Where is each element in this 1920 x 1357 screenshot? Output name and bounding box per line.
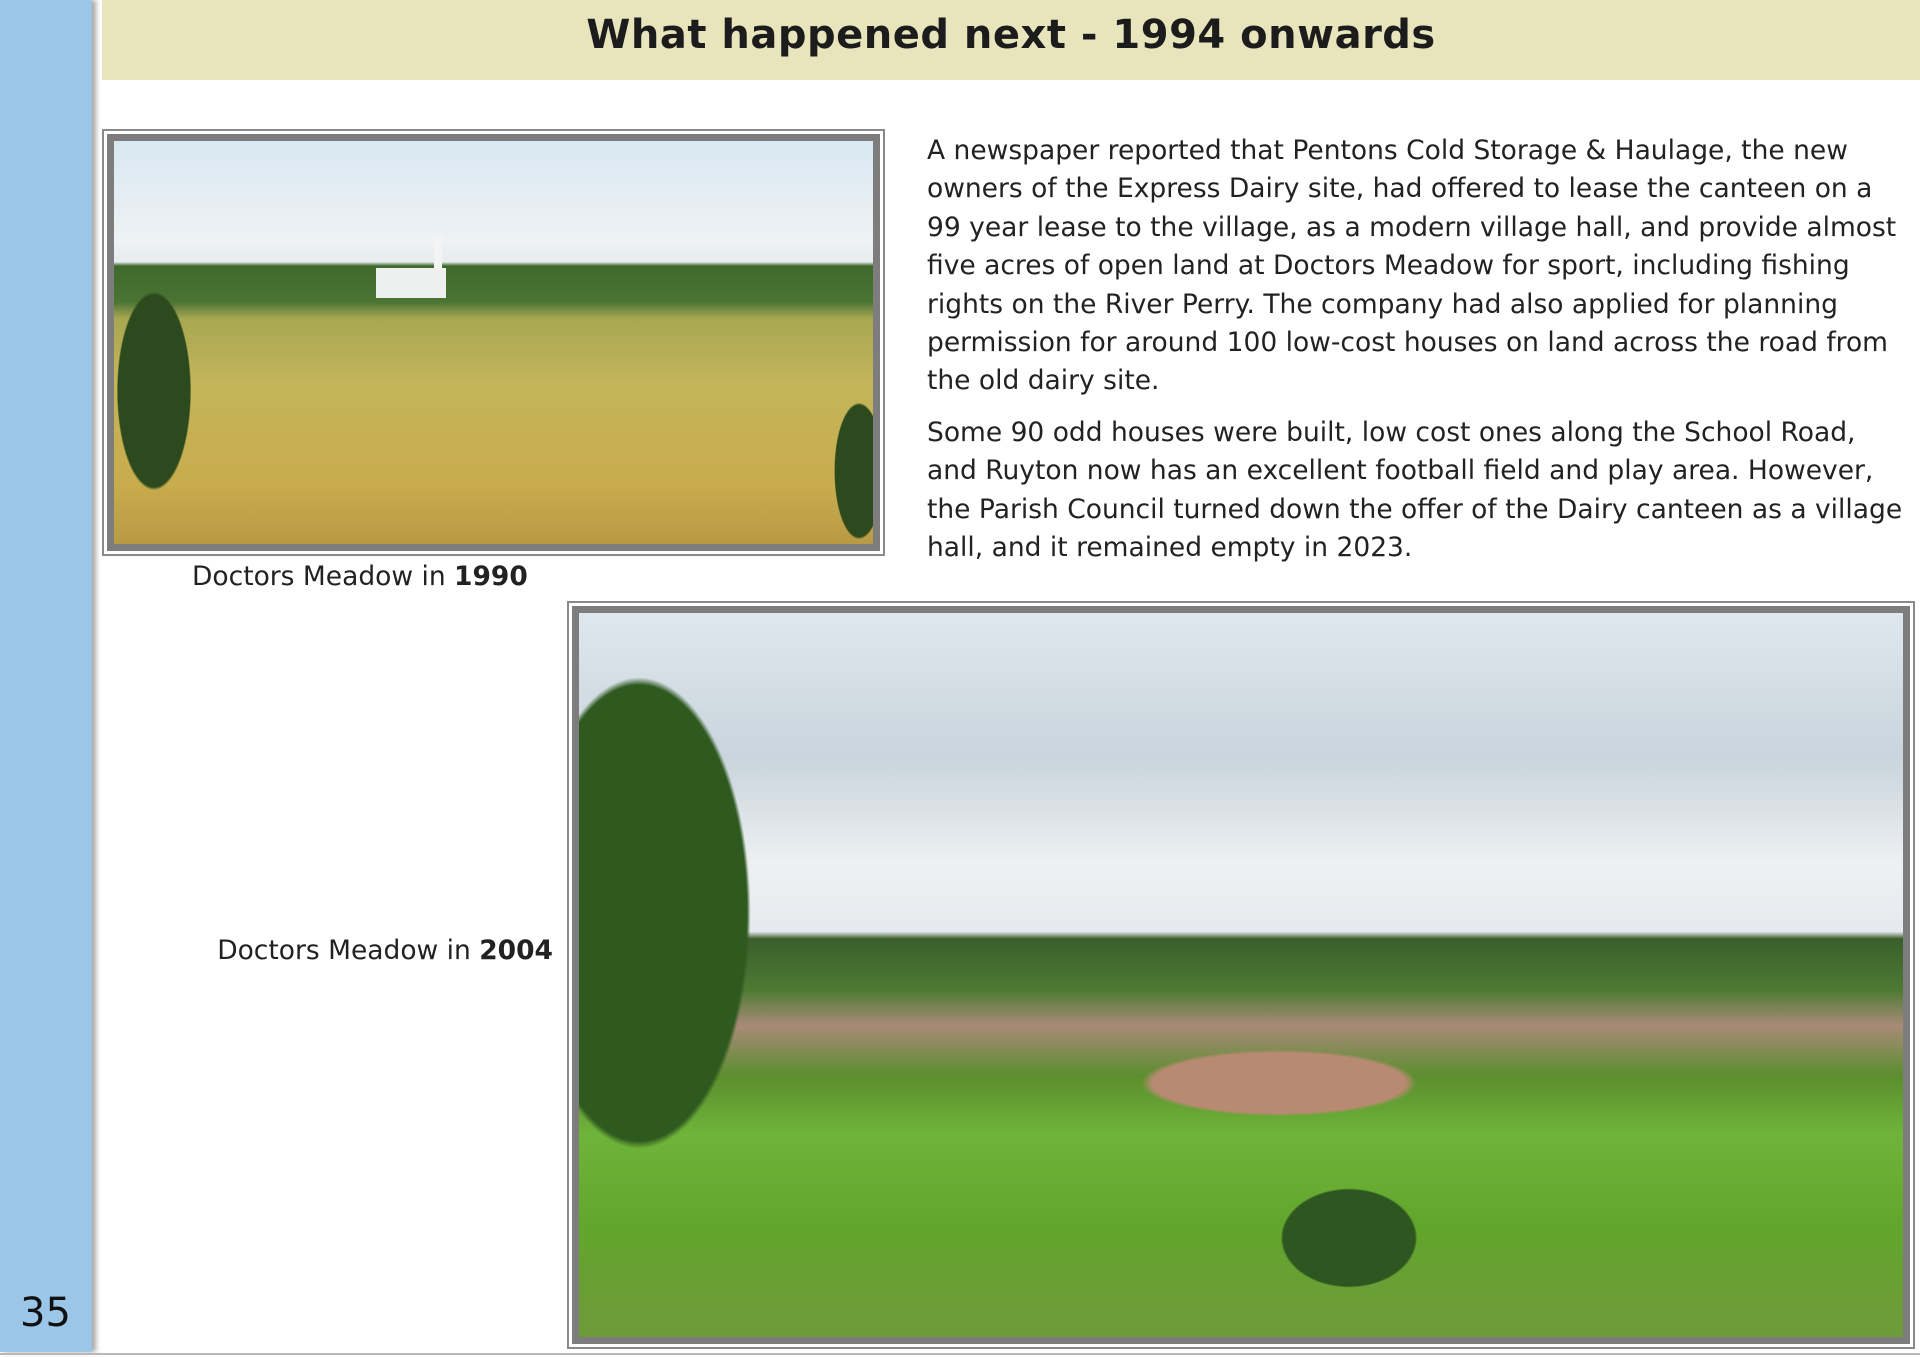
- photo-1990-frame: [102, 129, 885, 556]
- caption-2004: [217, 935, 553, 966]
- page-sidebar: [0, 0, 92, 1352]
- paragraph-2: [927, 414, 1907, 568]
- photo-doctors-meadow-2004: [579, 613, 1903, 1337]
- dairy-building-shape: [376, 268, 446, 298]
- paragraph-2-year: 2023: [1336, 532, 1404, 564]
- body-text: [927, 132, 1907, 580]
- caption-1990: [192, 561, 528, 592]
- photo-2004-frame: [567, 601, 1915, 1349]
- paragraph-2-end: .: [1403, 532, 1413, 564]
- page-number: 35: [20, 1290, 71, 1336]
- paragraph-1: A newspaper reported that Pentons Cold Storage & Haulage, the new owners of the Express Dairy site, had offered to lease the canteen on a 99 year lease to the village, as a modern village hall, and provide almost five acres of open land at Doctors Meadow for sport, including fishing rights on the River Perry. The company had also applied for planning permission for around 100 low-cost houses on land across the road from the old dairy site.: [927, 135, 1897, 397]
- bottom-divider: [0, 1353, 1920, 1355]
- header-band: [102, 0, 1920, 80]
- caption-2004-year: 2004: [479, 935, 553, 966]
- caption-2004-text: Doctors Meadow in: [217, 935, 480, 966]
- caption-1990-year: 1990: [454, 561, 528, 592]
- paragraph-2-text: Some 90 odd houses were built, low cost ones along the School Road, and Ruyton now has an excellent football field and play area. However, the Parish Council turned down the offer of the Dairy canteen as a village hall, and it remained empty in: [927, 416, 1903, 564]
- page-title: What happened next - 1994 onwards: [586, 12, 1436, 58]
- caption-1990-text: Doctors Meadow in: [192, 561, 455, 592]
- photo-doctors-meadow-1990: [114, 141, 873, 544]
